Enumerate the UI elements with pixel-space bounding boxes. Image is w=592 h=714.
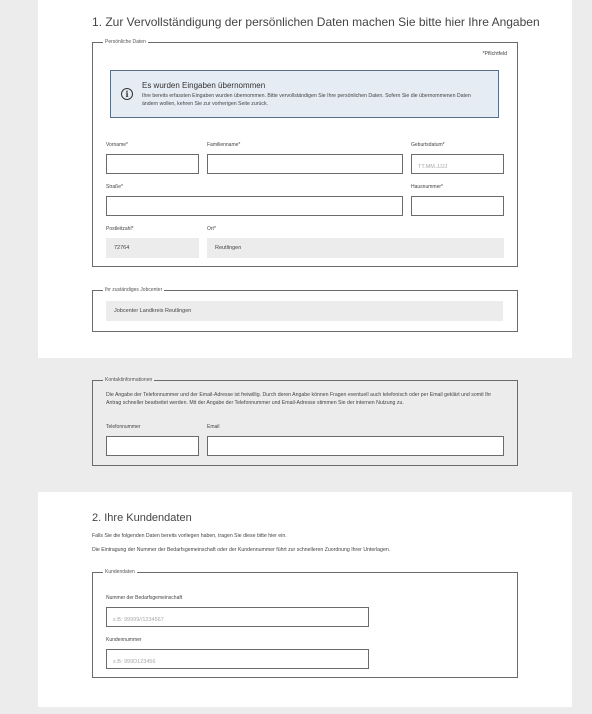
email-field[interactable] — [207, 436, 504, 456]
kunde-field[interactable] — [106, 649, 369, 669]
section-2-line-2: Die Eintragung der Nummer der Bedarfsgemeinschaft oder der Kundennummer führt zur schnelleren Zuordnung Ihrer Unterlagen. — [92, 547, 391, 553]
geburtsdatum-label: Geburtsdatum* — [411, 142, 445, 148]
email-input[interactable] — [208, 440, 503, 458]
kundendaten-legend: Kundendaten — [105, 569, 135, 575]
email-label: Email — [207, 424, 220, 430]
jobcenter-fieldset — [92, 287, 518, 332]
info-icon: i — [121, 88, 133, 100]
info-box — [110, 70, 499, 118]
section-1-title: 1. Zur Vervollständigung der persönlichen Daten machen Sie bitte hier Ihre Angaben — [92, 15, 540, 29]
familienname-field[interactable] — [207, 154, 403, 174]
section-2-panel — [38, 492, 572, 707]
geburtsdatum-input[interactable] — [412, 158, 503, 176]
vorname-label: Vorname* — [106, 142, 128, 148]
kundendaten-fieldset — [92, 569, 518, 678]
info-text: Ihre bereits erfassten Eingaben wurden übernommen. Bitte vervollständigen Sie Ihre persönlichen Daten. Sofern Sie die übernommenen Daten ändern wollen, kehren Sie zur vorherigen Seite zurück. — [142, 93, 471, 107]
strasse-input[interactable] — [107, 200, 402, 218]
ort-readonly: Reutlingen — [207, 238, 504, 258]
familienname-label: Familienname* — [207, 142, 241, 148]
vorname-input[interactable] — [107, 158, 198, 176]
section-2-title: 2. Ihre Kundendaten — [92, 512, 192, 524]
telefon-label: Telefonnummer — [106, 424, 141, 430]
familienname-input[interactable] — [208, 158, 402, 176]
geburtsdatum-field[interactable] — [411, 154, 504, 174]
strasse-field[interactable] — [106, 196, 403, 216]
personal-data-fieldset — [92, 39, 518, 267]
bg-field[interactable] — [106, 607, 369, 627]
personal-data-legend: Persönliche Daten — [105, 39, 146, 45]
telefon-field[interactable] — [106, 436, 199, 456]
vorname-field[interactable] — [106, 154, 199, 174]
jobcenter-readonly: Jobcenter Landkreis Reutlingen — [106, 301, 503, 321]
bg-input[interactable] — [107, 611, 368, 629]
ort-label: Ort* — [207, 226, 216, 232]
hausnummer-field[interactable] — [411, 196, 504, 216]
bg-label: Nummer der Bedarfsgemeinschaft — [106, 595, 183, 601]
section-1-panel — [38, 0, 572, 358]
contact-fieldset — [92, 377, 518, 466]
telefon-input[interactable] — [107, 440, 198, 458]
hausnummer-label: Hausnummer* — [411, 184, 443, 190]
plz-label: Postleitzahl* — [106, 226, 134, 232]
section-2-line-1: Falls Sie die folgenden Daten bereits vorliegen haben, tragen Sie diese bitte hier ein. — [92, 533, 287, 539]
strasse-label: Straße* — [106, 184, 123, 190]
hausnummer-input[interactable] — [412, 200, 503, 218]
jobcenter-legend: Ihr zuständiges Jobcenter — [105, 287, 163, 293]
required-hint: *Pflichtfeld — [482, 51, 507, 57]
plz-readonly: 72764 — [106, 238, 199, 258]
kunde-input[interactable] — [107, 653, 368, 671]
contact-legend: Kontaktinformationen — [105, 377, 153, 383]
kunde-label: Kundennummer — [106, 637, 142, 643]
info-title: Es wurden Eingaben übernommen — [142, 81, 266, 90]
contact-text: Die Angabe der Telefonnummer und der Email-Adresse ist freiwillig. Durch deren Angabe können Fragen eventuell auch telefonisch oder per Email geklärt und somit Ihr Antrag schneller bearbeitet werden. Mit der Angabe der Telefonnummer und Email-Adresse stimmen Sie der internen Nutzung zu. — [106, 392, 492, 406]
